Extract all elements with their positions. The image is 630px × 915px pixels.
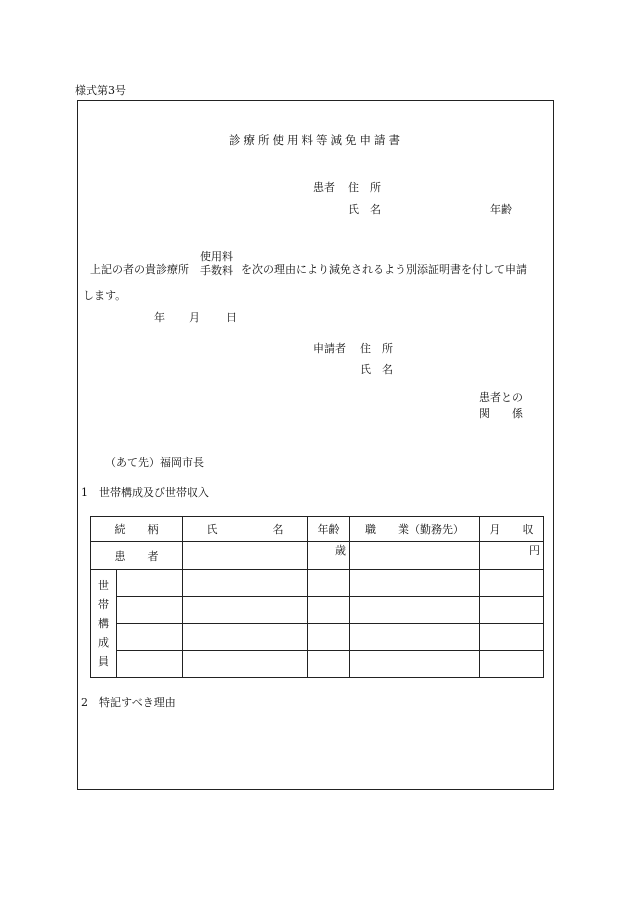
household-members-label bbox=[91, 570, 117, 678]
header-name: 氏 名 bbox=[183, 517, 308, 542]
page-title: 診療所使用料等減免申請書 bbox=[229, 133, 403, 147]
body-suffix: を次の理由により減免されるよう別添証明書を付して申請 bbox=[241, 263, 527, 276]
patient-occupation-cell[interactable] bbox=[350, 542, 480, 570]
table-row bbox=[91, 624, 544, 651]
member-income-cell[interactable] bbox=[480, 570, 544, 597]
section1-title: 世帯構成及び世帯収入 bbox=[99, 486, 209, 499]
date-year: 年 bbox=[154, 311, 165, 324]
body-continuation: します。 bbox=[83, 289, 127, 302]
section2-title: 特記すべき理由 bbox=[99, 696, 176, 709]
patient-income-cell[interactable] bbox=[480, 542, 544, 570]
members-label-char: 構 bbox=[98, 617, 109, 630]
relation-label-line1: 患者との bbox=[479, 391, 523, 404]
patient-heading: 患者 bbox=[313, 181, 335, 194]
patient-age-label: 年齢 bbox=[490, 203, 512, 216]
table-row bbox=[91, 570, 544, 597]
header-monthly-income: 月 収 bbox=[480, 517, 544, 542]
form-frame bbox=[77, 100, 554, 790]
member-income-cell[interactable] bbox=[480, 651, 544, 678]
table-row bbox=[91, 597, 544, 624]
member-name-cell[interactable] bbox=[183, 651, 308, 678]
fee-option-usage: 使用料 bbox=[200, 250, 233, 263]
patient-row-label: 患 者 bbox=[91, 542, 183, 570]
member-age-cell[interactable] bbox=[308, 597, 350, 624]
relation-label-line2: 関 係 bbox=[479, 407, 523, 420]
date-month: 月 bbox=[189, 311, 200, 324]
header-relationship: 続 柄 bbox=[91, 517, 183, 542]
members-label-char: 世 bbox=[98, 579, 109, 592]
patient-name-label: 氏 名 bbox=[348, 203, 381, 216]
member-age-cell[interactable] bbox=[308, 570, 350, 597]
member-relationship-cell[interactable] bbox=[117, 597, 183, 624]
applicant-address-label: 住 所 bbox=[360, 342, 393, 355]
section1-number: 1 bbox=[81, 486, 88, 499]
age-unit: 歳 bbox=[335, 544, 346, 557]
member-relationship-cell[interactable] bbox=[117, 624, 183, 651]
body-prefix: 上記の者の貴診療所 bbox=[90, 263, 189, 276]
date-day: 日 bbox=[226, 311, 237, 324]
members-label-char: 員 bbox=[98, 655, 109, 668]
table-row bbox=[91, 651, 544, 678]
fee-option-handling: 手数料 bbox=[200, 264, 233, 277]
table-header-row bbox=[91, 517, 544, 542]
header-age: 年齢 bbox=[308, 517, 350, 542]
income-unit: 円 bbox=[529, 544, 540, 557]
fee-options bbox=[200, 250, 233, 278]
member-age-cell[interactable] bbox=[308, 624, 350, 651]
member-occupation-cell[interactable] bbox=[350, 651, 480, 678]
patient-age-cell[interactable] bbox=[308, 542, 350, 570]
member-income-cell[interactable] bbox=[480, 624, 544, 651]
member-relationship-cell[interactable] bbox=[117, 651, 183, 678]
member-income-cell[interactable] bbox=[480, 597, 544, 624]
applicant-heading: 申請者 bbox=[313, 342, 346, 355]
member-name-cell[interactable] bbox=[183, 597, 308, 624]
member-relationship-cell[interactable] bbox=[117, 570, 183, 597]
members-label-char: 帯 bbox=[98, 598, 109, 611]
patient-address-label: 住 所 bbox=[348, 181, 381, 194]
member-age-cell[interactable] bbox=[308, 651, 350, 678]
addressee: （あて先）福岡市長 bbox=[105, 456, 204, 469]
household-table bbox=[90, 516, 544, 678]
member-name-cell[interactable] bbox=[183, 570, 308, 597]
form-number: 様式第3号 bbox=[75, 84, 126, 97]
members-label-char: 成 bbox=[98, 636, 109, 649]
applicant-name-label: 氏 名 bbox=[360, 363, 393, 376]
section2-number: 2 bbox=[81, 696, 88, 709]
member-occupation-cell[interactable] bbox=[350, 597, 480, 624]
member-occupation-cell[interactable] bbox=[350, 570, 480, 597]
member-occupation-cell[interactable] bbox=[350, 624, 480, 651]
header-occupation: 職 業（勤務先） bbox=[350, 517, 480, 542]
member-name-cell[interactable] bbox=[183, 624, 308, 651]
patient-name-cell[interactable] bbox=[183, 542, 308, 570]
table-row-patient bbox=[91, 542, 544, 570]
